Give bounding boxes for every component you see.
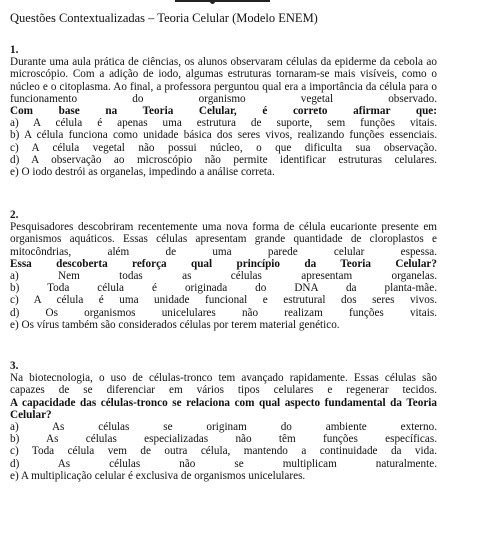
answer-option-a: a) A célula é apenas uma estrutura de suporte, sem funções vitais.	[10, 117, 437, 130]
answer-option-b: b) A célula funciona como unidade básica dos seres vivos, realizando funções essenciais.	[10, 129, 437, 142]
top-decorative-rule	[175, 0, 270, 2]
answer-option-e: e) A multiplicação celular é exclusiva de organismos unicelulares.	[10, 469, 306, 482]
answer-option-a: a) As células se originam do ambiente externo.	[10, 421, 437, 433]
question-stem: A capacidade das células-tronco se relaciona com qual aspecto fundamental da Teoria Celular?	[10, 396, 437, 421]
question-context: Durante uma aula prática de ciências, os alunos observaram células da epiderme da cebola ao microscópio. Com a adição de iodo, algumas estruturas tornaram-se mais visíveis, como o núcleo e o citoplasma. Ao final, a professora perguntou qual era a importância da célula para o funcionamento do organismo vegetal observado.	[10, 56, 437, 105]
question-number: 2.	[10, 209, 19, 221]
answer-option-c: c) A célula é uma unidade funcional e estrutural dos seres vivos.	[10, 294, 437, 307]
question-number: 3.	[10, 360, 19, 372]
document-title: Questões Contextualizadas – Teoria Celular (Modelo ENEM)	[10, 11, 318, 25]
question-stem: Com base na Teoria Celular, é correto afirmar que:	[10, 105, 437, 117]
answer-option-c: c) A célula vegetal não possui núcleo, o que dificulta sua observação.	[10, 141, 437, 154]
answer-option-e: e) Os vírus também são considerados células por terem material genético.	[10, 318, 340, 331]
answer-option-d: d) As células não se multiplicam naturalmente.	[10, 457, 437, 470]
question-1	[10, 44, 437, 178]
question-2	[10, 209, 437, 331]
answer-option-b: b) Toda célula é originada do DNA da planta-mãe.	[10, 282, 437, 295]
question-stem: Essa descoberta reforça qual princípio da Teoria Celular?	[10, 257, 437, 270]
question-3	[10, 360, 437, 482]
question-number: 1.	[10, 44, 19, 56]
answer-option-d: d) Os organismos unicelulares não realizam funções vitais.	[10, 306, 437, 319]
answer-option-e: e) O iodo destrói as organelas, impedindo a análise correta.	[10, 166, 275, 179]
answer-option-d: d) A observação ao microscópio não permite identificar estruturas celulares.	[10, 153, 437, 166]
question-context: Na biotecnologia, o uso de células-tronco tem avançado rapidamente. Essas células são capazes de se diferenciar em vários tipos celulares e regenerar tecidos.	[10, 372, 437, 397]
answer-option-b: b) As células especializadas não têm funções específicas.	[10, 433, 437, 446]
top-decorative-mark	[210, 0, 215, 4]
question-context: Pesquisadores descobriram recentemente uma nova forma de célula eucarionte presente em organismos aquáticos. Essas células apresentam grande quantidade de cloroplastos e mitocôndrias, além de uma parede celular espessa.	[10, 221, 437, 258]
answer-option-a: a) Nem todas as células apresentam organelas.	[10, 270, 437, 282]
answer-option-c: c) Toda célula vem de outra célula, mantendo a continuidade da vida.	[10, 445, 437, 458]
